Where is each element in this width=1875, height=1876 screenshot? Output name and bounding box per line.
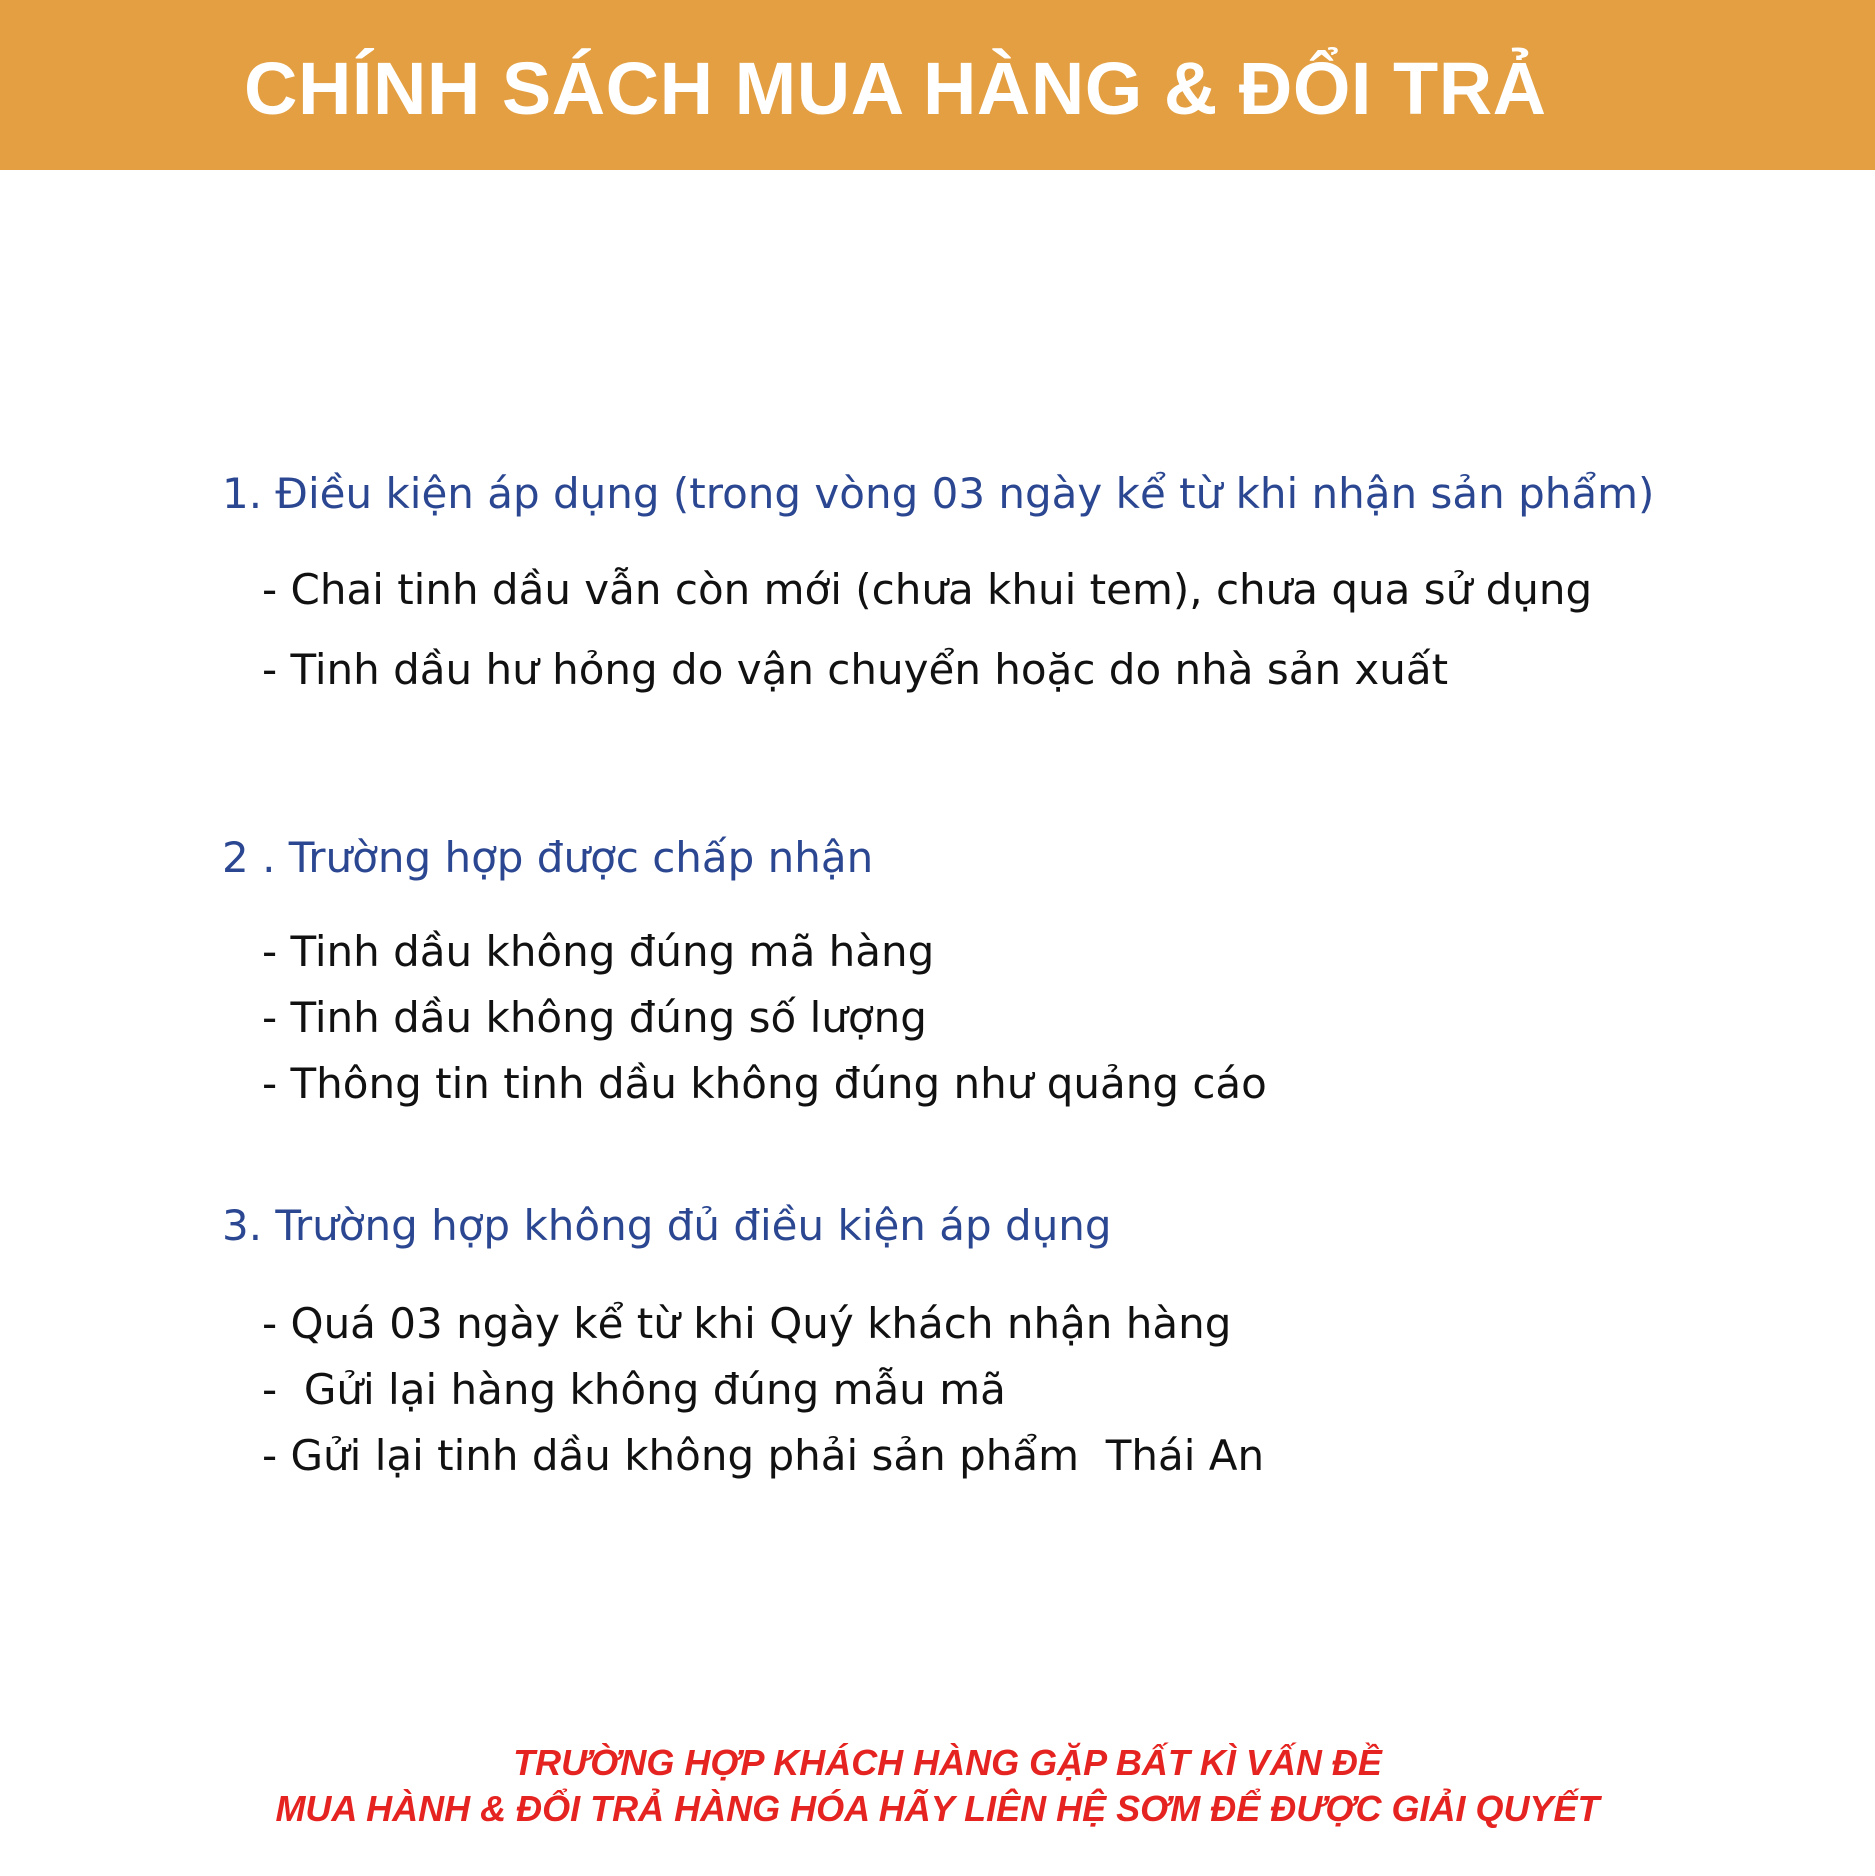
footer-notice [0,1740,1875,1832]
section-2-item-2: - Tinh dầu không đúng số lượng [262,993,927,1042]
footer-notice-line-2: MUA HÀNH & ĐỔI TRẢ HÀNG HÓA HÃY LIÊN HỆ SƠM ĐỂ ĐƯỢC GIẢI QUYẾT [275,1788,1600,1829]
section-3-heading: 3. Trường hợp không đủ điều kiện áp dụng [222,1201,1112,1250]
footer-notice-line-1: TRƯỜNG HỢP KHÁCH HÀNG GẶP BẤT KÌ VẤN ĐỀ [513,1742,1382,1783]
section-3-item-1: - Quá 03 ngày kể từ khi Quý khách nhận hàng [262,1299,1232,1348]
section-2-item-3: - Thông tin tinh dầu không đúng như quảng cáo [262,1059,1267,1108]
page-title: CHÍNH SÁCH MUA HÀNG & ĐỔI TRẢ [244,47,1547,130]
section-2-item-1: - Tinh dầu không đúng mã hàng [262,927,935,976]
section-2-heading: 2 . Trường hợp được chấp nhận [222,833,874,882]
section-3-item-3: - Gửi lại tinh dầu không phải sản phẩm Thái An [262,1431,1265,1480]
section-3-item-2: - Gửi lại hàng không đúng mẫu mã [262,1365,1006,1414]
section-1-item-2: - Tinh dầu hư hỏng do vận chuyển hoặc do nhà sản xuất [262,645,1449,694]
section-1-item-1: - Chai tinh dầu vẫn còn mới (chưa khui tem), chưa qua sử dụng [262,565,1593,614]
section-1-heading: 1. Điều kiện áp dụng (trong vòng 03 ngày kể từ khi nhận sản phẩm) [222,469,1655,518]
